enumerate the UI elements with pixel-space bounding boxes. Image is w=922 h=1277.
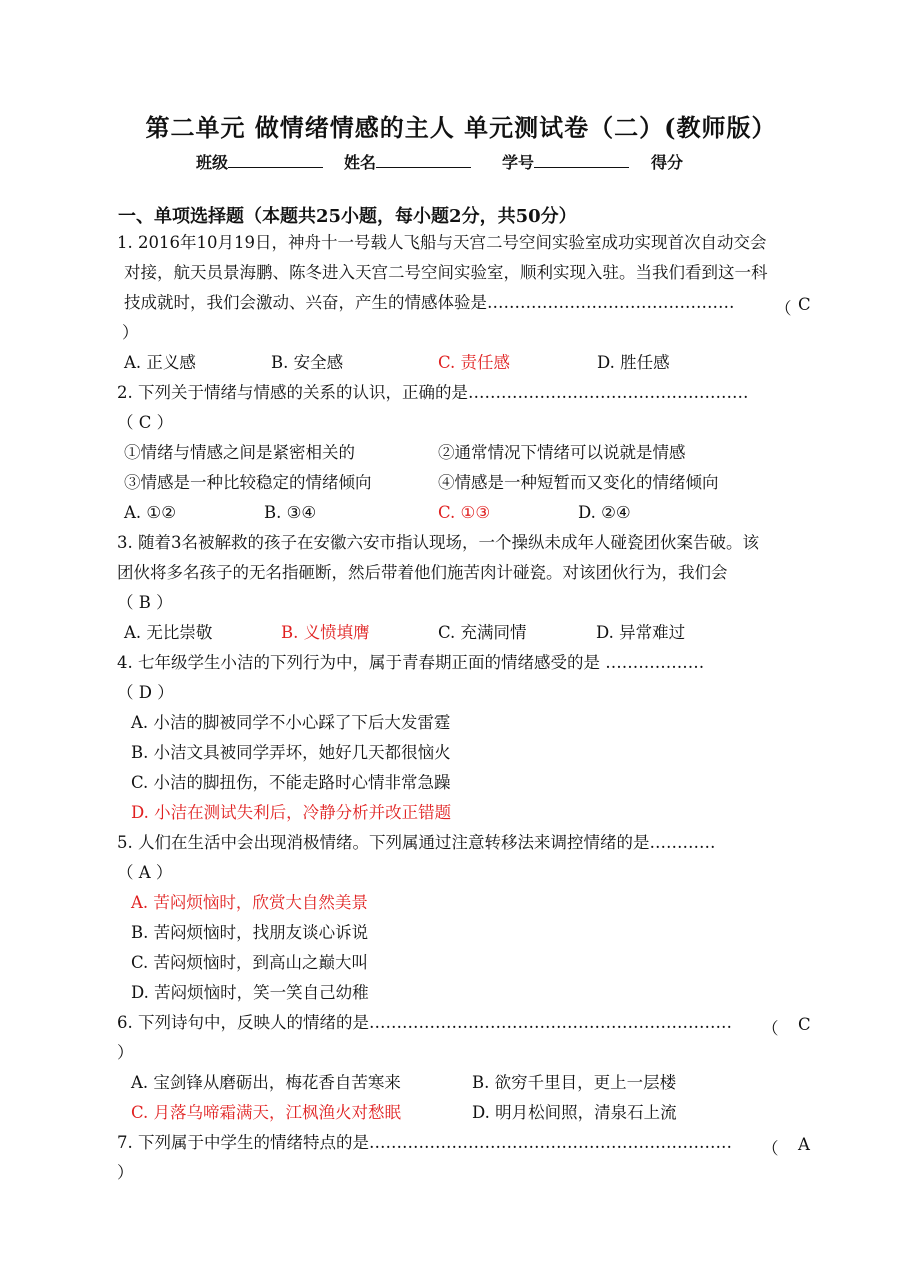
name-field xyxy=(344,150,471,173)
q6-answer-open: （ xyxy=(762,1019,779,1038)
q3-option-d: D. 异常难过 xyxy=(596,623,686,642)
q2-line1: 2. 下列关于情绪与情感的关系的认识，正确的是…………………………………………… xyxy=(117,383,749,402)
q4-option-d: D. 小洁在测试失利后，冷静分析并改正错题 xyxy=(131,803,452,822)
q2-answer: （ C ） xyxy=(117,413,174,432)
q7-answer: A xyxy=(798,1135,810,1154)
name-blank[interactable] xyxy=(376,153,471,168)
q3-option-b: B. 义愤填膺 xyxy=(281,623,370,642)
q5-answer: （ A ） xyxy=(117,863,173,882)
q6-answer-close: ） xyxy=(117,1043,134,1062)
student-id-field xyxy=(502,150,629,173)
q5-option-b: B. 苦闷烦恼时，找朋友谈心诉说 xyxy=(131,923,369,942)
q5-option-a: A. 苦闷烦恼时，欣赏大自然美景 xyxy=(131,893,368,912)
class-label: 班级 xyxy=(196,153,229,172)
q4-option-b: B. 小洁文具被同学弄坏，她好几天都很恼火 xyxy=(131,743,451,762)
q3-option-c: C. 充满同情 xyxy=(438,623,527,642)
q4-option-c: C. 小洁的脚扭伤，不能走路时心情非常急躁 xyxy=(131,773,451,792)
q1-option-d: D. 胜任感 xyxy=(597,353,670,372)
q6-option-c: C. 月落乌啼霜满天，江枫渔火对愁眠 xyxy=(131,1103,402,1122)
q3-line1: 3. 随着3名被解救的孩子在安徽六安市指认现场，一个操纵未成年人碰瓷团伙案告破。该 xyxy=(117,533,759,552)
student-id-blank[interactable] xyxy=(534,153,629,168)
q2-statement-4: ④情感是一种短暂而又变化的情绪倾向 xyxy=(438,473,719,492)
q7-line1: 7. 下列属于中学生的情绪特点的是………………………………………………………… xyxy=(117,1133,732,1152)
page-title: 第二单元 做情绪情感的主人 单元测试卷（二）(教师版） xyxy=(145,113,777,142)
q2-statement-2: ②通常情况下情绪可以说就是情感 xyxy=(438,443,686,462)
q3-line2: 团伙将多名孩子的无名指砸断，然后带着他们施苦肉计碰瓷。对该团伙行为，我们会 xyxy=(117,563,728,582)
q1-option-b: B. 安全感 xyxy=(271,353,344,372)
q5-option-c: C. 苦闷烦恼时，到高山之巅大叫 xyxy=(131,953,369,972)
q1-answer-close: ） xyxy=(122,323,139,342)
q6-option-d: D. 明月松间照，清泉石上流 xyxy=(472,1103,677,1122)
class-blank[interactable] xyxy=(228,153,323,168)
section-heading: 一、单项选择题（本题共25小题，每小题2分，共50分） xyxy=(118,206,577,227)
q7-answer-open: （ xyxy=(762,1139,779,1158)
q2-option-d: D. ②④ xyxy=(578,503,631,522)
class-field xyxy=(196,150,323,173)
q3-answer: （ B ） xyxy=(117,593,173,612)
q6-option-b: B. 欲穷千里目，更上一层楼 xyxy=(472,1073,677,1092)
q6-option-a: A. 宝剑锋从磨砺出，梅花香自苦寒来 xyxy=(131,1073,401,1092)
q6-line1: 6. 下列诗句中，反映人的情绪的是………………………………………………………… xyxy=(117,1013,732,1032)
score-label: 得分 xyxy=(651,153,684,172)
name-label: 姓名 xyxy=(344,153,377,172)
q2-option-b: B. ③④ xyxy=(264,503,317,522)
q2-statement-1: ①情绪与情感之间是紧密相关的 xyxy=(124,443,355,462)
q7-answer-close: ） xyxy=(117,1163,134,1182)
q5-line1: 5. 人们在生活中会出现消极情绪。下列属通过注意转移法来调控情绪的是………… xyxy=(117,833,716,852)
q1-option-a: A. 正义感 xyxy=(124,353,196,372)
q1-option-c: C. 责任感 xyxy=(438,353,511,372)
q1-answer-open: （ xyxy=(775,299,792,318)
q5-option-d: D. 苦闷烦恼时，笑一笑自己幼稚 xyxy=(131,983,369,1002)
q1-line3: 技成就时，我们会激动、兴奋，产生的情感体验是……………………………………… xyxy=(124,293,735,312)
q6-answer: C xyxy=(798,1015,811,1034)
q2-statement-3: ③情感是一种比较稳定的情绪倾向 xyxy=(124,473,372,492)
q2-option-a: A. ①② xyxy=(124,503,176,522)
student-id-label: 学号 xyxy=(502,153,535,172)
q4-line1: 4. 七年级学生小洁的下列行为中，属于青春期正面的情绪感受的是 ……………… xyxy=(117,653,705,672)
q1-answer: C xyxy=(798,295,811,314)
q4-option-a: A. 小洁的脚被同学不小心踩了下后大发雷霆 xyxy=(131,713,451,732)
q2-option-c: C. ①③ xyxy=(438,503,491,522)
q3-option-a: A. 无比崇敬 xyxy=(124,623,213,642)
q1-line1: 1. 2016年10月19日，神舟十一号载人飞船与天宫二号空间实验室成功实现首次自动交会 xyxy=(117,233,767,252)
q4-answer: （ D ） xyxy=(117,683,174,702)
q1-line2: 对接，航天员景海鹏、陈冬进入天宫二号空间实验室，顺利实现入驻。当我们看到这一科 xyxy=(124,263,768,282)
